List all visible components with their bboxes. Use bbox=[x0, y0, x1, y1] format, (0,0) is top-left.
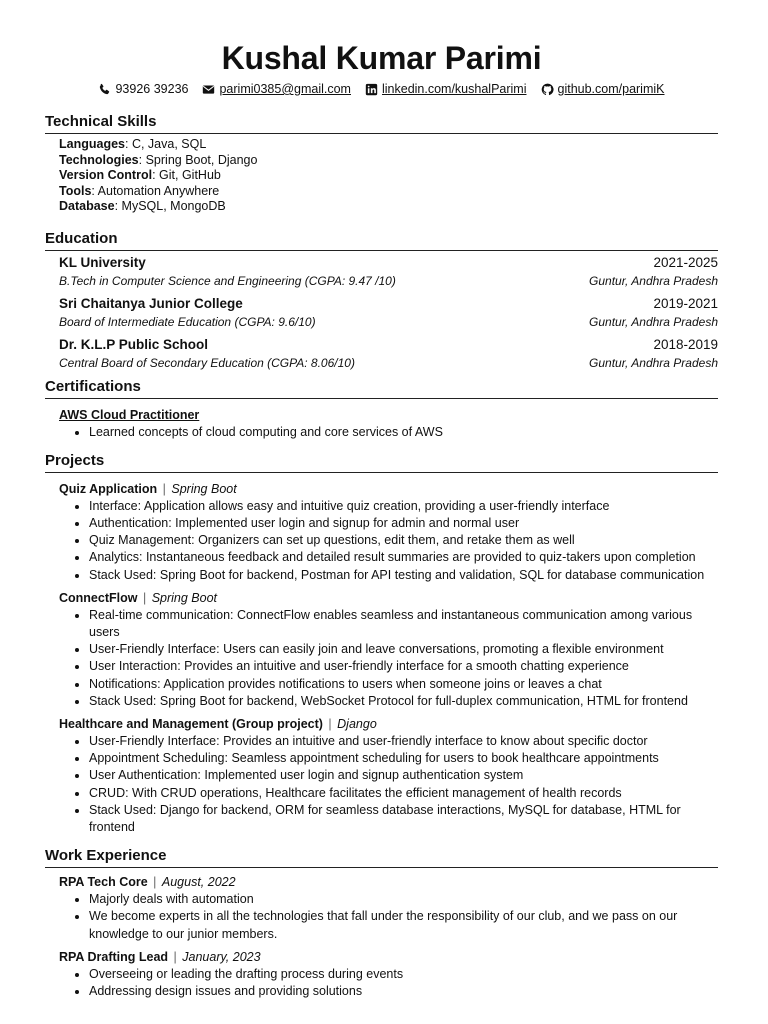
list-item: • Quiz Management: Organizers can set up questions, edit them, and retake them as well bbox=[89, 532, 718, 549]
skill-row: Version Control: Git, GitHub bbox=[59, 168, 221, 182]
contact-phone bbox=[98, 80, 188, 98]
github-link[interactable]: github.com/parimiK bbox=[557, 82, 665, 96]
edu-degree: Board of Intermediate Education (CGPA: 9.6/10) bbox=[59, 314, 316, 329]
education-section bbox=[45, 229, 718, 371]
list-item: • Stack Used: Spring Boot for backend, WebSocket Protocol for full-duplex communication, HTML for frontend bbox=[89, 693, 718, 710]
linkedin-icon bbox=[365, 83, 378, 96]
list-item: • Overseeing or leading the drafting process during events bbox=[89, 966, 718, 983]
list-item: • Interface: Application allows easy and intuitive quiz creation, providing a user-friendly interface bbox=[89, 498, 718, 515]
list-item: • Addressing design issues and providing solutions bbox=[89, 983, 718, 1000]
project-name: Quiz Application bbox=[59, 481, 158, 496]
list-item: • We become experts in all the technologies that fall under the responsibility of our club, and we pass on our knowledge to our junior members. bbox=[89, 908, 718, 942]
project-tech: Django bbox=[337, 716, 377, 731]
list-item: • Real-time communication: ConnectFlow enables seamless and instantaneous communication among various users bbox=[89, 607, 718, 641]
skills-section bbox=[45, 112, 718, 215]
list-item: • CRUD: With CRUD operations, Healthcare facilitates the efficient management of health records bbox=[89, 785, 718, 802]
cert-bullets bbox=[59, 424, 718, 441]
work-bullets bbox=[59, 891, 718, 943]
certification-entry bbox=[45, 406, 718, 441]
education-entry bbox=[45, 294, 718, 330]
edu-years: 2018-2019 bbox=[653, 336, 718, 352]
section-title-education: Education bbox=[45, 229, 718, 251]
project-bullets bbox=[59, 733, 718, 836]
list-item: • User Authentication: Implemented user login and signup authentication system bbox=[89, 767, 718, 784]
project-bullets bbox=[59, 498, 718, 584]
contact-bar bbox=[45, 80, 718, 98]
skill-row: Tools: Automation Anywhere bbox=[59, 183, 220, 198]
edu-years: 2021-2025 bbox=[653, 254, 718, 270]
work-entry: RPA Drafting Lead | January, 2023 • Overseeing or leading the drafting process during events • Addressing design issues and providing solutions bbox=[45, 948, 718, 1000]
project-entry: ConnectFlow | Spring Boot • Real-time communication: ConnectFlow enables seamless and instantaneous communication among various users • User-Friendly Interface: Users can easily join and leave conversations, promoting a flexible environment • User Interaction: Provides an intuitive and user-friendly interface for a smooth chatting experience • Notifications: Application provides notifications to users when someone joins or leaves a chat • Stack Used: Spring Boot for backend, WebSocket Protocol for full-duplex communication, HTML for frontend bbox=[45, 589, 718, 710]
work-date: January, 2023 bbox=[182, 949, 261, 964]
edu-location: Guntur, Andhra Pradesh bbox=[589, 273, 718, 288]
list-item: • Analytics: Instantaneous feedback and detailed result summaries are provided to quiz-takers upon completion bbox=[89, 549, 718, 566]
skill-row: Languages: C, Java, SQL bbox=[59, 137, 207, 151]
education-entry bbox=[45, 335, 718, 371]
project-entry: Quiz Application | Spring Boot • Interface: Application allows easy and intuitive quiz creation, providing a user-friendly interface • Authentication: Implemented user login and signup for admin and normal user • Quiz Management: Organizers can set up questions, edit them, and retake them as well • Analytics: Instantaneous feedback and detailed result summaries are provided to quiz-takers upon completion • Stack Used: Spring Boot for backend, Postman for API testing and validation, SQL for database communication bbox=[45, 480, 718, 584]
email-link[interactable]: parimi0385@gmail.com bbox=[219, 82, 351, 96]
linkedin-link[interactable]: linkedin.com/kushalParimi bbox=[381, 82, 527, 96]
list-item: • User Interaction: Provides an intuitive and user-friendly interface for a smooth chatting experience bbox=[89, 658, 718, 675]
phone-number: 93926 39236 bbox=[115, 82, 189, 96]
skill-row: Database: MySQL, MongoDB bbox=[59, 199, 226, 213]
list-item: • Stack Used: Django for backend, ORM for seamless database interactions, MySQL for database, HTML for frontend bbox=[89, 802, 718, 836]
contact-linkedin[interactable] bbox=[365, 80, 527, 98]
work-section bbox=[45, 846, 718, 1000]
project-name: Healthcare and Management (Group project) bbox=[59, 716, 323, 731]
section-title-skills: Technical Skills bbox=[45, 112, 718, 134]
list-item: • Learned concepts of cloud computing and core services of AWS bbox=[89, 424, 718, 441]
edu-school: Dr. K.L.P Public School bbox=[59, 336, 209, 352]
certifications-section bbox=[45, 377, 718, 441]
list-item: • User-Friendly Interface: Provides an intuitive and user-friendly interface to know about specific doctor bbox=[89, 733, 718, 750]
skills-list bbox=[45, 137, 718, 215]
candidate-name: Kushal Kumar Parimi bbox=[221, 40, 542, 76]
projects-section bbox=[45, 451, 718, 836]
project-tech: Spring Boot bbox=[151, 590, 218, 605]
contact-github[interactable] bbox=[541, 80, 665, 98]
section-title-certifications: Certifications bbox=[45, 377, 718, 399]
work-role: RPA Drafting Lead bbox=[59, 949, 169, 964]
edu-school: KL University bbox=[59, 254, 146, 270]
edu-degree: B.Tech in Computer Science and Engineering (CGPA: 9.47 /10) bbox=[59, 273, 396, 288]
edu-years: 2019-2021 bbox=[653, 295, 718, 311]
envelope-icon bbox=[202, 83, 215, 96]
section-title-projects: Projects bbox=[45, 451, 718, 473]
edu-location: Guntur, Andhra Pradesh bbox=[589, 314, 718, 329]
project-entry: Healthcare and Management (Group project) | Django • User-Friendly Interface: Provides an intuitive and user-friendly interface to know about specific doctor • Appointment Scheduling: Seamless appointment scheduling for users to book healthcare appointments • User Authentication: Implemented user login and signup authentication system • CRUD: With CRUD operations, Healthcare facilitates the efficient management of health records • Stack Used: Django for backend, ORM for seamless database interactions, MySQL for database, HTML for frontend bbox=[45, 715, 718, 836]
project-name: ConnectFlow bbox=[59, 590, 138, 605]
list-item: • Majorly deals with automation bbox=[89, 891, 718, 908]
list-item: • User-Friendly Interface: Users can easily join and leave conversations, promoting a flexible environment bbox=[89, 641, 718, 658]
work-role: RPA Tech Core bbox=[59, 875, 148, 890]
github-icon bbox=[541, 83, 554, 96]
work-entry: RPA Tech Core | August, 2022 • Majorly deals with automation • We become experts in all the technologies that fall under the responsibility of our club, and we pass on our knowledge to our junior members. bbox=[45, 873, 718, 943]
work-date: August, 2022 bbox=[161, 875, 236, 890]
project-bullets bbox=[59, 607, 718, 710]
project-tech: Spring Boot bbox=[171, 481, 237, 496]
list-item: • Notifications: Application provides notifications to users when someone joins or leaves a chat bbox=[89, 676, 718, 693]
section-title-work: Work Experience bbox=[45, 846, 718, 868]
list-item: • Appointment Scheduling: Seamless appointment scheduling for users to book healthcare appointments bbox=[89, 750, 718, 767]
edu-school: Sri Chaitanya Junior College bbox=[59, 295, 243, 311]
skill-row: Technologies: Spring Boot, Django bbox=[59, 152, 258, 167]
edu-location: Guntur, Andhra Pradesh bbox=[589, 355, 718, 370]
contact-email[interactable] bbox=[202, 80, 351, 98]
education-entry bbox=[45, 253, 718, 289]
edu-degree: Central Board of Secondary Education (CGPA: 8.06/10) bbox=[59, 355, 355, 370]
phone-icon bbox=[98, 83, 111, 96]
list-item: • Authentication: Implemented user login and signup for admin and normal user bbox=[89, 515, 718, 532]
work-bullets bbox=[59, 966, 718, 1000]
list-item: • Stack Used: Spring Boot for backend, Postman for API testing and validation, SQL for database communication bbox=[89, 567, 718, 584]
cert-name[interactable]: AWS Cloud Practitioner bbox=[59, 407, 200, 422]
